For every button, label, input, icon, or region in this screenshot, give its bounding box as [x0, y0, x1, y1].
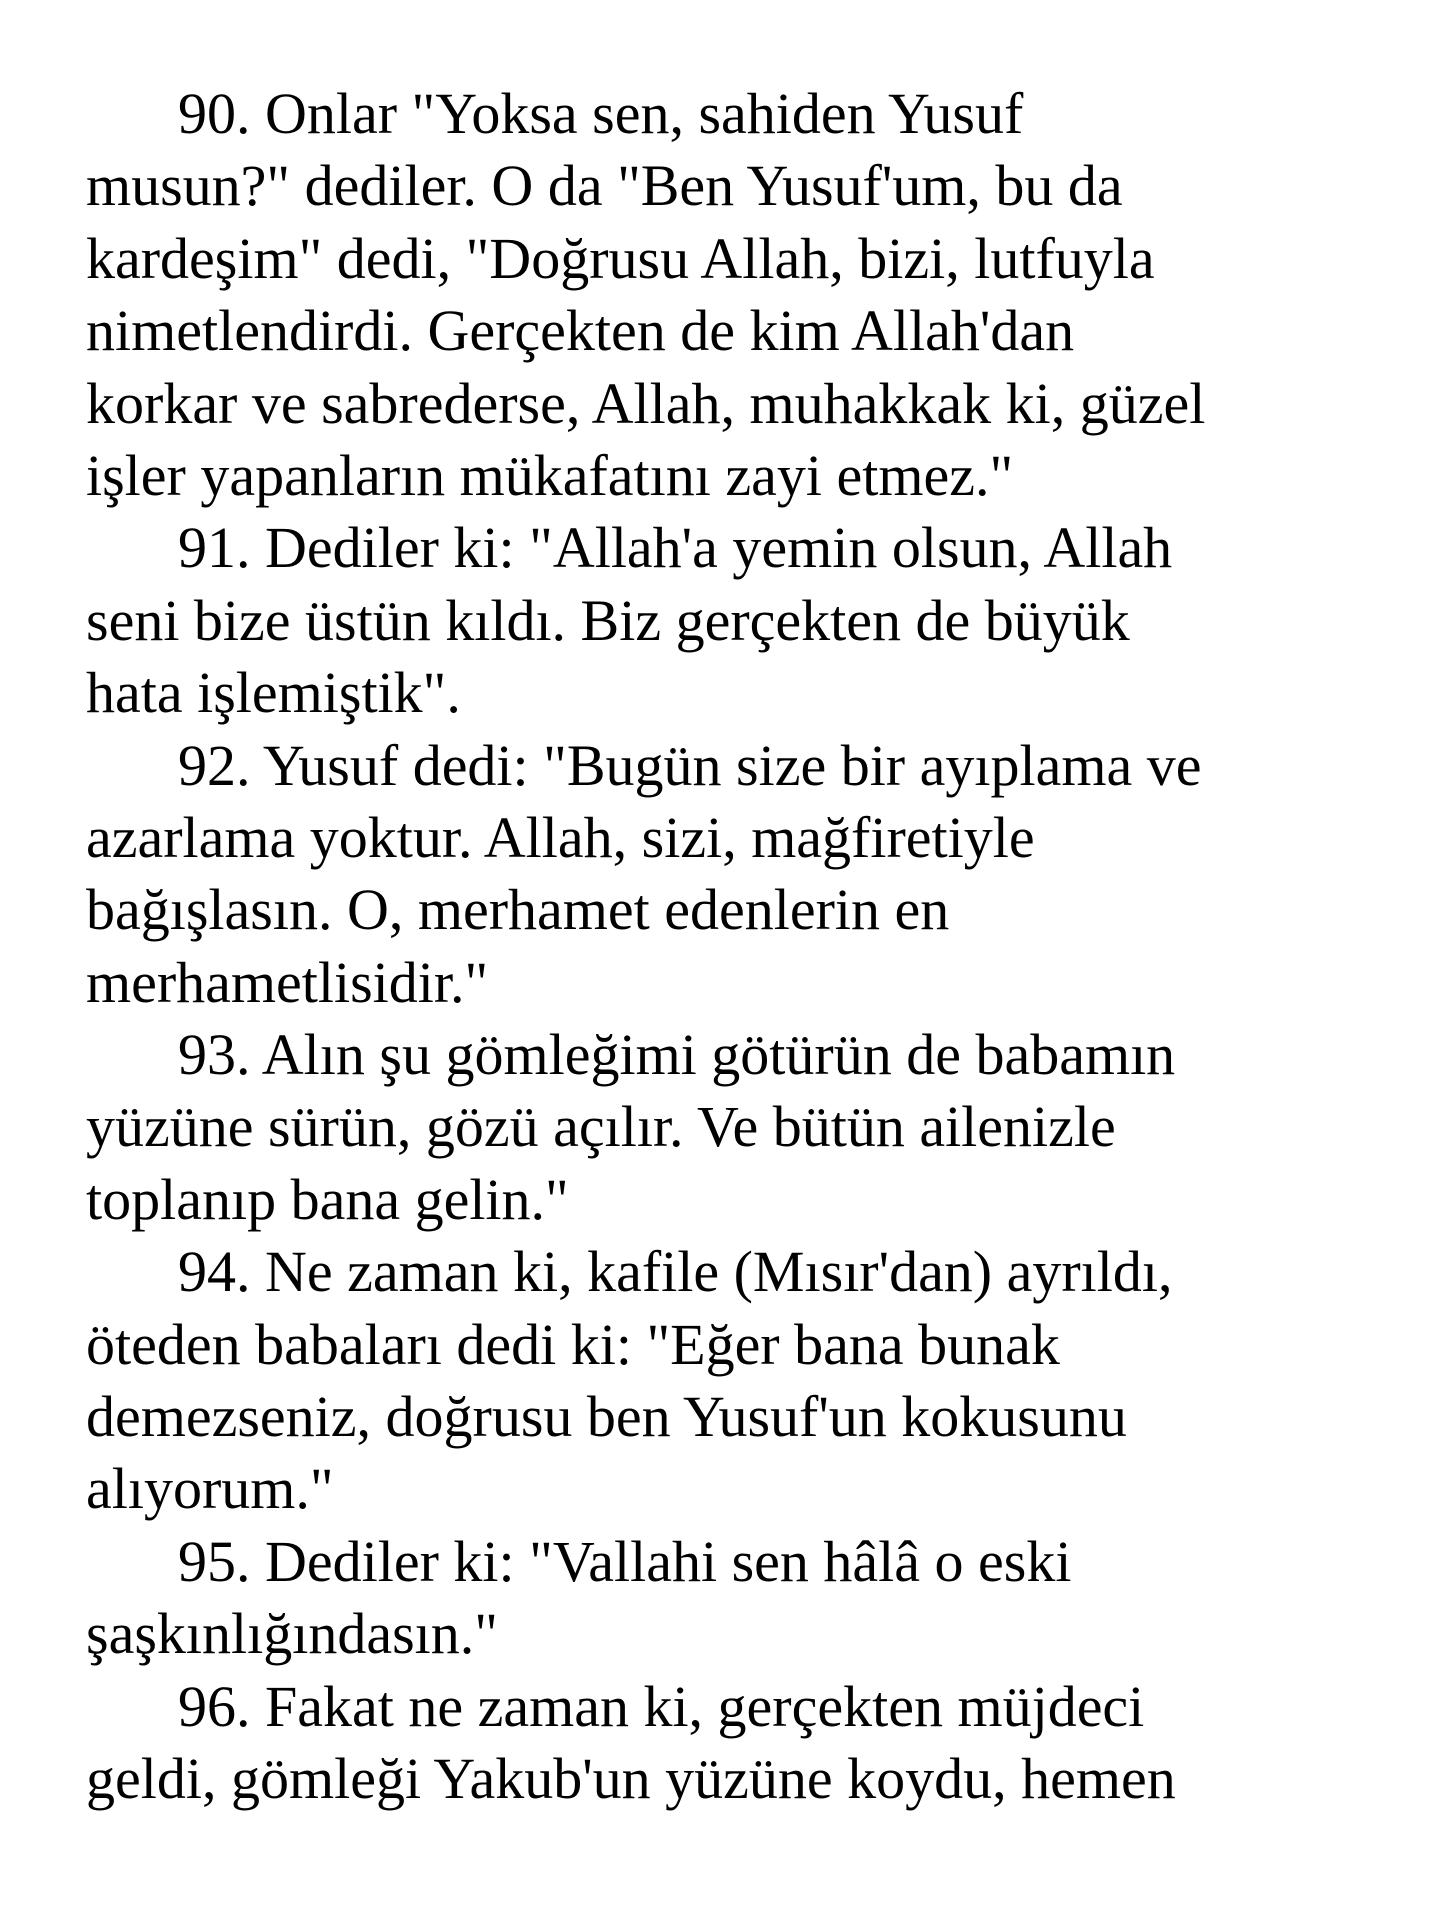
- verse-line: toplanıp bana gelin.": [86, 1166, 569, 1232]
- verse-91: [86, 512, 1386, 729]
- verse-line: 94. Ne zaman ki, kafile (Mısır'dan) ayrıldı,: [178, 1239, 1173, 1305]
- verse-line: geldi, gömleği Yakub'un yüzüne koydu, hemen: [86, 1745, 1176, 1811]
- verse-line: 93. Alın şu gömleğimi götürün de babamın: [178, 1022, 1176, 1088]
- verse-line: seni bize üstün kıldı. Biz gerçekten de büyük: [86, 587, 1130, 653]
- verse-line: 96. Fakat ne zaman ki, gerçekten müjdeci: [178, 1673, 1145, 1739]
- verse-line: 95. Dediler ki: "Vallahi sen hâlâ o eski: [178, 1528, 1072, 1594]
- document-page: [86, 78, 1386, 1815]
- verse-line: şaşkınlığındasın.": [86, 1601, 498, 1667]
- verse-93: [86, 1019, 1386, 1236]
- verse-line: nimetlendirdi. Gerçekten de kim Allah'dan: [86, 298, 1075, 364]
- verse-90: [86, 78, 1386, 512]
- verse-line: öteden babaları dedi ki: "Eğer bana bunak: [86, 1311, 1060, 1377]
- verse-line: azarlama yoktur. Allah, sizi, mağfiretiyle: [86, 804, 1035, 870]
- verse-line: 91. Dediler ki: "Allah'a yemin olsun, Allah: [178, 515, 1173, 581]
- verse-line: kardeşim" dedi, "Doğrusu Allah, bizi, lutfuyla: [86, 225, 1155, 291]
- verse-line: işler yapanların mükafatını zayi etmez.": [86, 442, 1014, 508]
- verse-96: [86, 1671, 1386, 1816]
- verse-95: [86, 1526, 1386, 1671]
- verse-line: musun?" dediler. O da "Ben Yusuf'um, bu da: [86, 153, 1123, 219]
- verse-92: [86, 730, 1386, 1020]
- verse-line: alıyorum.": [86, 1456, 334, 1522]
- verse-line: merhametlisidir.": [86, 949, 489, 1015]
- verse-94: [86, 1236, 1386, 1526]
- verse-line: 92. Yusuf dedi: "Bugün size bir ayıplama ve: [178, 732, 1202, 798]
- verse-line: 90. Onlar "Yoksa sen, sahiden Yusuf: [178, 81, 1024, 146]
- verse-line: yüzüne sürün, gözü açılır. Ve bütün ailenizle: [86, 1094, 1116, 1160]
- verse-line: bağışlasın. O, merhamet edenlerin en: [86, 877, 950, 943]
- verse-line: demezseniz, doğrusu ben Yusuf'un kokusunu: [86, 1384, 1127, 1450]
- verse-line: hata işlemiştik".: [86, 660, 461, 726]
- verse-line: korkar ve sabrederse, Allah, muhakkak ki, güzel: [86, 370, 1206, 436]
